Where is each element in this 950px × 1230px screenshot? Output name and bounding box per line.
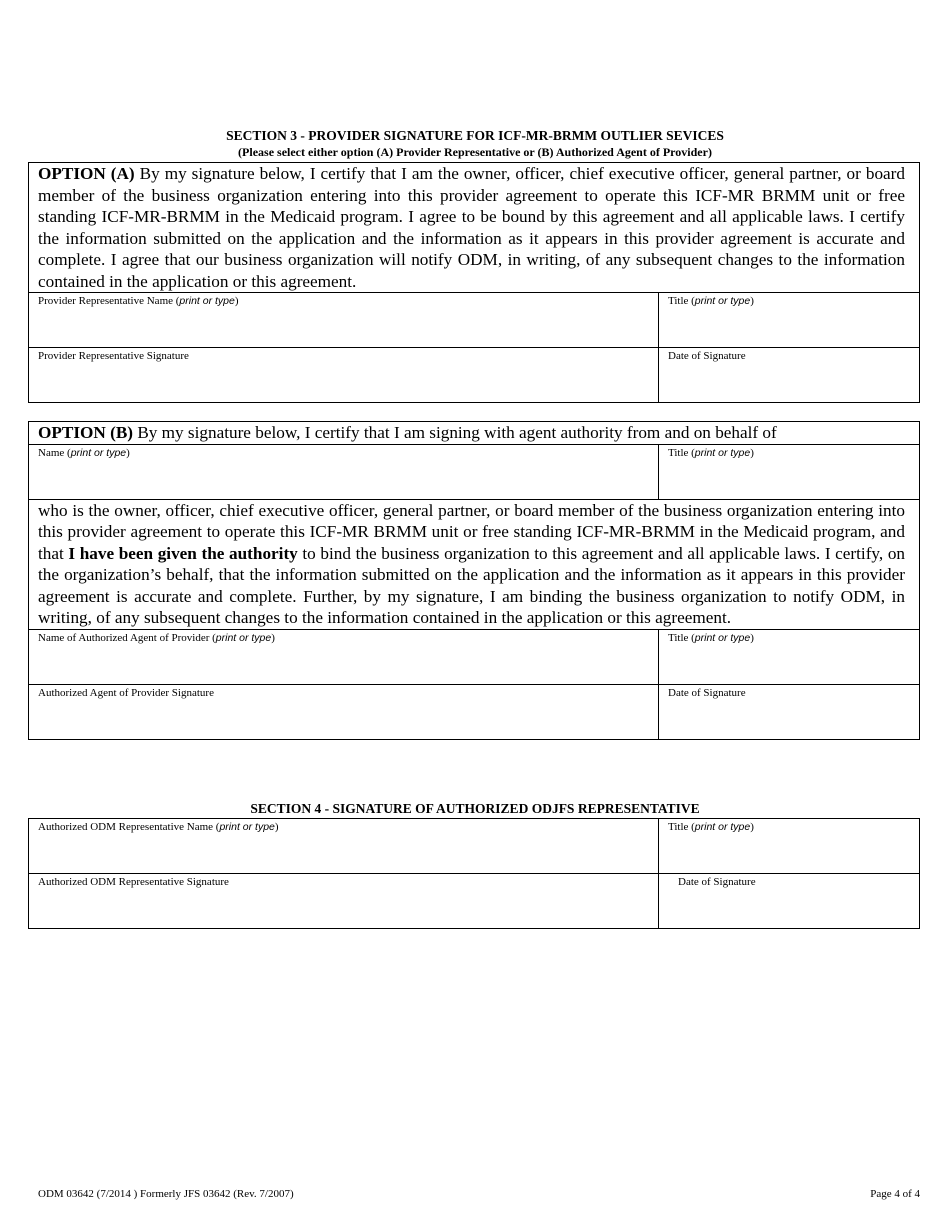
odm-signature-row	[29, 874, 919, 928]
section-3-subtitle: (Please select either option (A) Provider Representative or (B) Authorized Agent of Provider)	[238, 145, 712, 159]
page-number: Page 4 of 4	[870, 1188, 920, 1200]
agent-signature-field[interactable]: Authorized Agent of Provider Signature	[29, 685, 659, 739]
form-id: ODM 03642 (7/2014 ) Formerly JFS 03642 (Rev. 7/2007)	[38, 1188, 294, 1200]
option-b-intro	[29, 422, 919, 445]
agent-title-field[interactable]: Title (print or type)	[668, 631, 754, 644]
agent-date-field[interactable]: Date of Signature	[668, 686, 746, 699]
option-b-paragraph: who is the owner, officer, chief executive officer, general partner, or board member of the business organization entering into this provider agreement to operate this ICF-MR BRMM unit or free standing ICF-MR-BRMM in the Medicaid program, and that I have been given the authority to bind the business organization to this agreement and all applicable laws. I certify, on the organization’s behalf, that the information submitted on the application and the information as it appears in this provider agreement is accurate and complete. Further, by my signature, I am binding the business organization to notify ODM, in writing, of any subsequent changes to the information contained in the application or this agreement.	[29, 500, 919, 630]
option-b-signature-row	[29, 685, 919, 739]
provider-rep-signature-field[interactable]: Provider Representative Signature	[29, 348, 659, 402]
agent-name-field[interactable]: Name of Authorized Agent of Provider (print or type)	[29, 630, 659, 684]
option-a-name-row	[29, 293, 919, 348]
principal-title-field[interactable]: Title (print or type)	[668, 446, 754, 459]
provider-rep-title-field[interactable]: Title (print or type)	[668, 295, 754, 307]
section-4-title: SECTION 4 - SIGNATURE OF AUTHORIZED ODJFS REPRESENTATIVE	[250, 801, 700, 816]
authority-emphasis: I have been given the authority	[68, 543, 298, 563]
option-b-text: By my signature below, I certify that I am signing with agent authority from and on behalf of	[133, 423, 777, 442]
option-a-signature-row	[29, 348, 919, 402]
option-a-box	[28, 162, 920, 403]
odm-name-row	[29, 819, 919, 874]
odm-rep-name-field[interactable]: Authorized ODM Representative Name (print or type)	[29, 819, 659, 873]
option-b-agent-row	[29, 630, 919, 685]
option-a-paragraph	[29, 163, 919, 293]
provider-rep-date-field[interactable]: Date of Signature	[668, 350, 746, 362]
principal-name-field[interactable]: Name (print or type)	[29, 445, 659, 499]
provider-rep-name-field[interactable]: Provider Representative Name (print or type)	[29, 293, 659, 347]
option-a-text: By my signature below, I certify that I am the owner, officer, chief executive officer, general partner, or board member of the business organization entering into this provider agreement to operate this ICF-MR BRMM unit or free standing ICF-MR-BRMM in the Medicaid program. I agree to be bound by this agreement and all applicable laws. I certify the information submitted on the application and the information as it appears in this provider agreement is accurate and complete. I agree that our business organization will notify ODM, in writing, of any subsequent changes to the information contained in the application or this agreement.	[38, 164, 905, 291]
section-3-title: SECTION 3 - PROVIDER SIGNATURE FOR ICF-MR-BRMM OUTLIER SEVICES	[226, 128, 724, 143]
odm-rep-signature-field[interactable]: Authorized ODM Representative Signature	[29, 874, 659, 928]
option-b-label: OPTION (B)	[38, 423, 134, 442]
odm-rep-date-field[interactable]: Date of Signature	[678, 876, 756, 888]
odm-rep-title-field[interactable]: Title (print or type)	[668, 821, 754, 833]
section-4-box	[28, 818, 920, 929]
option-b-box	[28, 421, 920, 740]
option-b-name-row	[29, 445, 919, 500]
option-a-label: OPTION (A)	[38, 164, 135, 183]
